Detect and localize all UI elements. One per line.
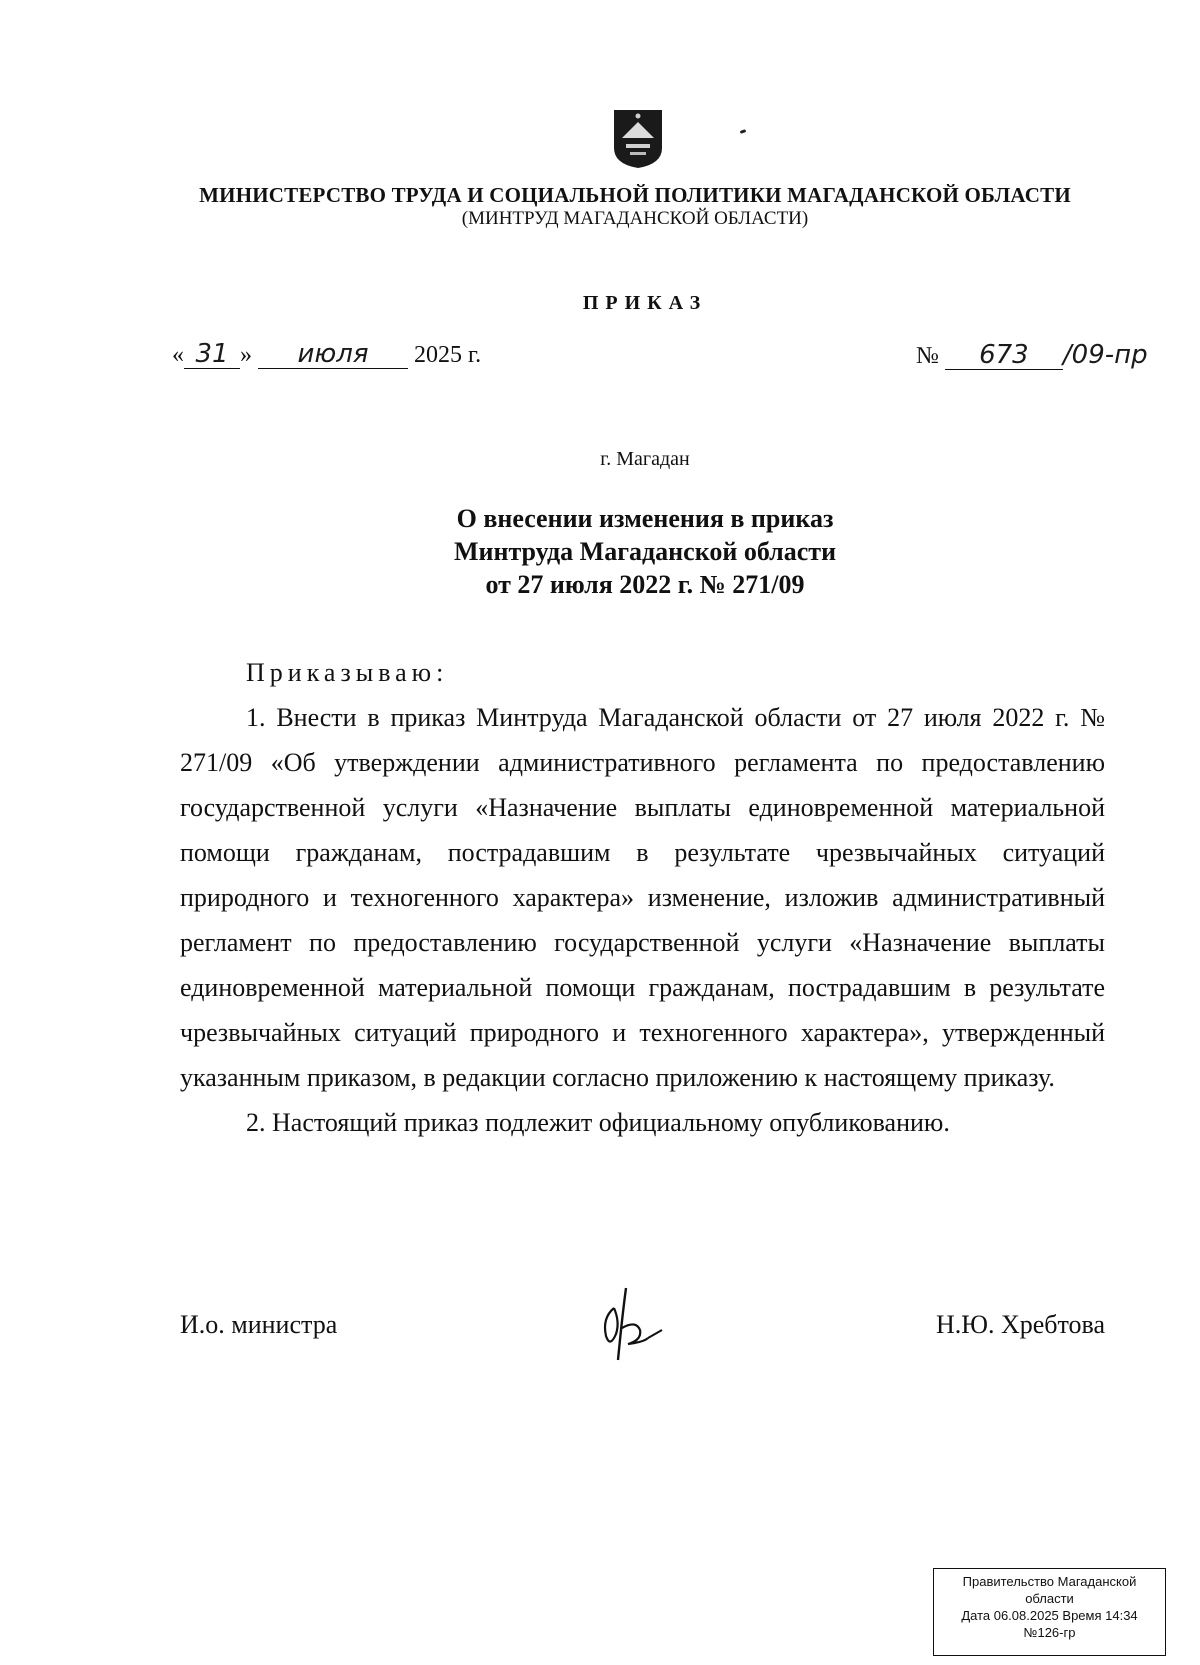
scan-speck: [740, 129, 747, 134]
stamp-line-2: области: [1025, 1591, 1074, 1606]
coat-of-arms-icon: [612, 108, 664, 170]
signatory-role: И.о. министра: [180, 1310, 338, 1339]
order-date: [172, 340, 481, 369]
paragraph-2: 2. Настоящий приказ подлежит официальному опубликованию.: [246, 1108, 950, 1137]
date-year: 2025 г.: [414, 342, 482, 368]
title-line-3: от 27 июля 2022 г. № 271/09: [485, 570, 805, 599]
document-type: ПРИКАЗ: [582, 292, 708, 314]
title-line-2: Минтруда Магаданской области: [453, 537, 837, 566]
order-number: [916, 340, 1148, 370]
number-suffix: /09-пр: [1062, 340, 1148, 370]
number-value: 673: [945, 341, 1063, 370]
order-word: Приказываю:: [246, 658, 449, 687]
date-month: июля: [258, 340, 408, 369]
date-day: 31: [184, 340, 240, 369]
document-title: [0, 502, 1200, 601]
paragraph-1: 1. Внести в приказ Минтруда Магаданской области от 27 июля 2022 г. № 271/09 «Об утверждении административного регламента по предоставлению государственной услуги «Назначение выплаты единовременной материальной помощи гражданам, пострадавшим в результате чрезвычайных ситуаций природного и техногенного характера» изменение, изложив административный регламент по предоставлению государственной услуги «Назначение выплаты единовременной материальной помощи гражданам, пострадавшим в результате чрезвычайных ситуаций природного и техногенного характера», утвержденный указанным приказом, в редакции согласно приложению к настоящему приказу.: [180, 703, 1105, 1092]
number-sign: №: [916, 343, 939, 369]
stamp-line-4: №126-гр: [1023, 1625, 1076, 1640]
title-line-1: О внесении изменения в приказ: [456, 504, 834, 533]
date-open-quote: «: [172, 342, 184, 368]
stamp-line-1: Правительство Магаданской: [962, 1574, 1137, 1589]
ministry-short-name: (МИНТРУД МАГАДАНСКОЙ ОБЛАСТИ): [461, 208, 809, 229]
date-close-quote: »: [240, 342, 252, 368]
document-body: [180, 650, 1105, 1145]
handwritten-signature-icon: [592, 1278, 672, 1368]
stamp-line-3: Дата 06.08.2025 Время 14:34: [961, 1608, 1138, 1623]
signatory-name: Н.Ю. Хребтова: [935, 1310, 1105, 1339]
ministry-name: МИНИСТЕРСТВО ТРУДА И СОЦИАЛЬНОЙ ПОЛИТИКИ МАГАДАНСКОЙ ОБЛАСТИ: [199, 183, 1071, 207]
registration-stamp: [933, 1568, 1166, 1656]
place-of-issue: г. Магадан: [600, 448, 690, 470]
